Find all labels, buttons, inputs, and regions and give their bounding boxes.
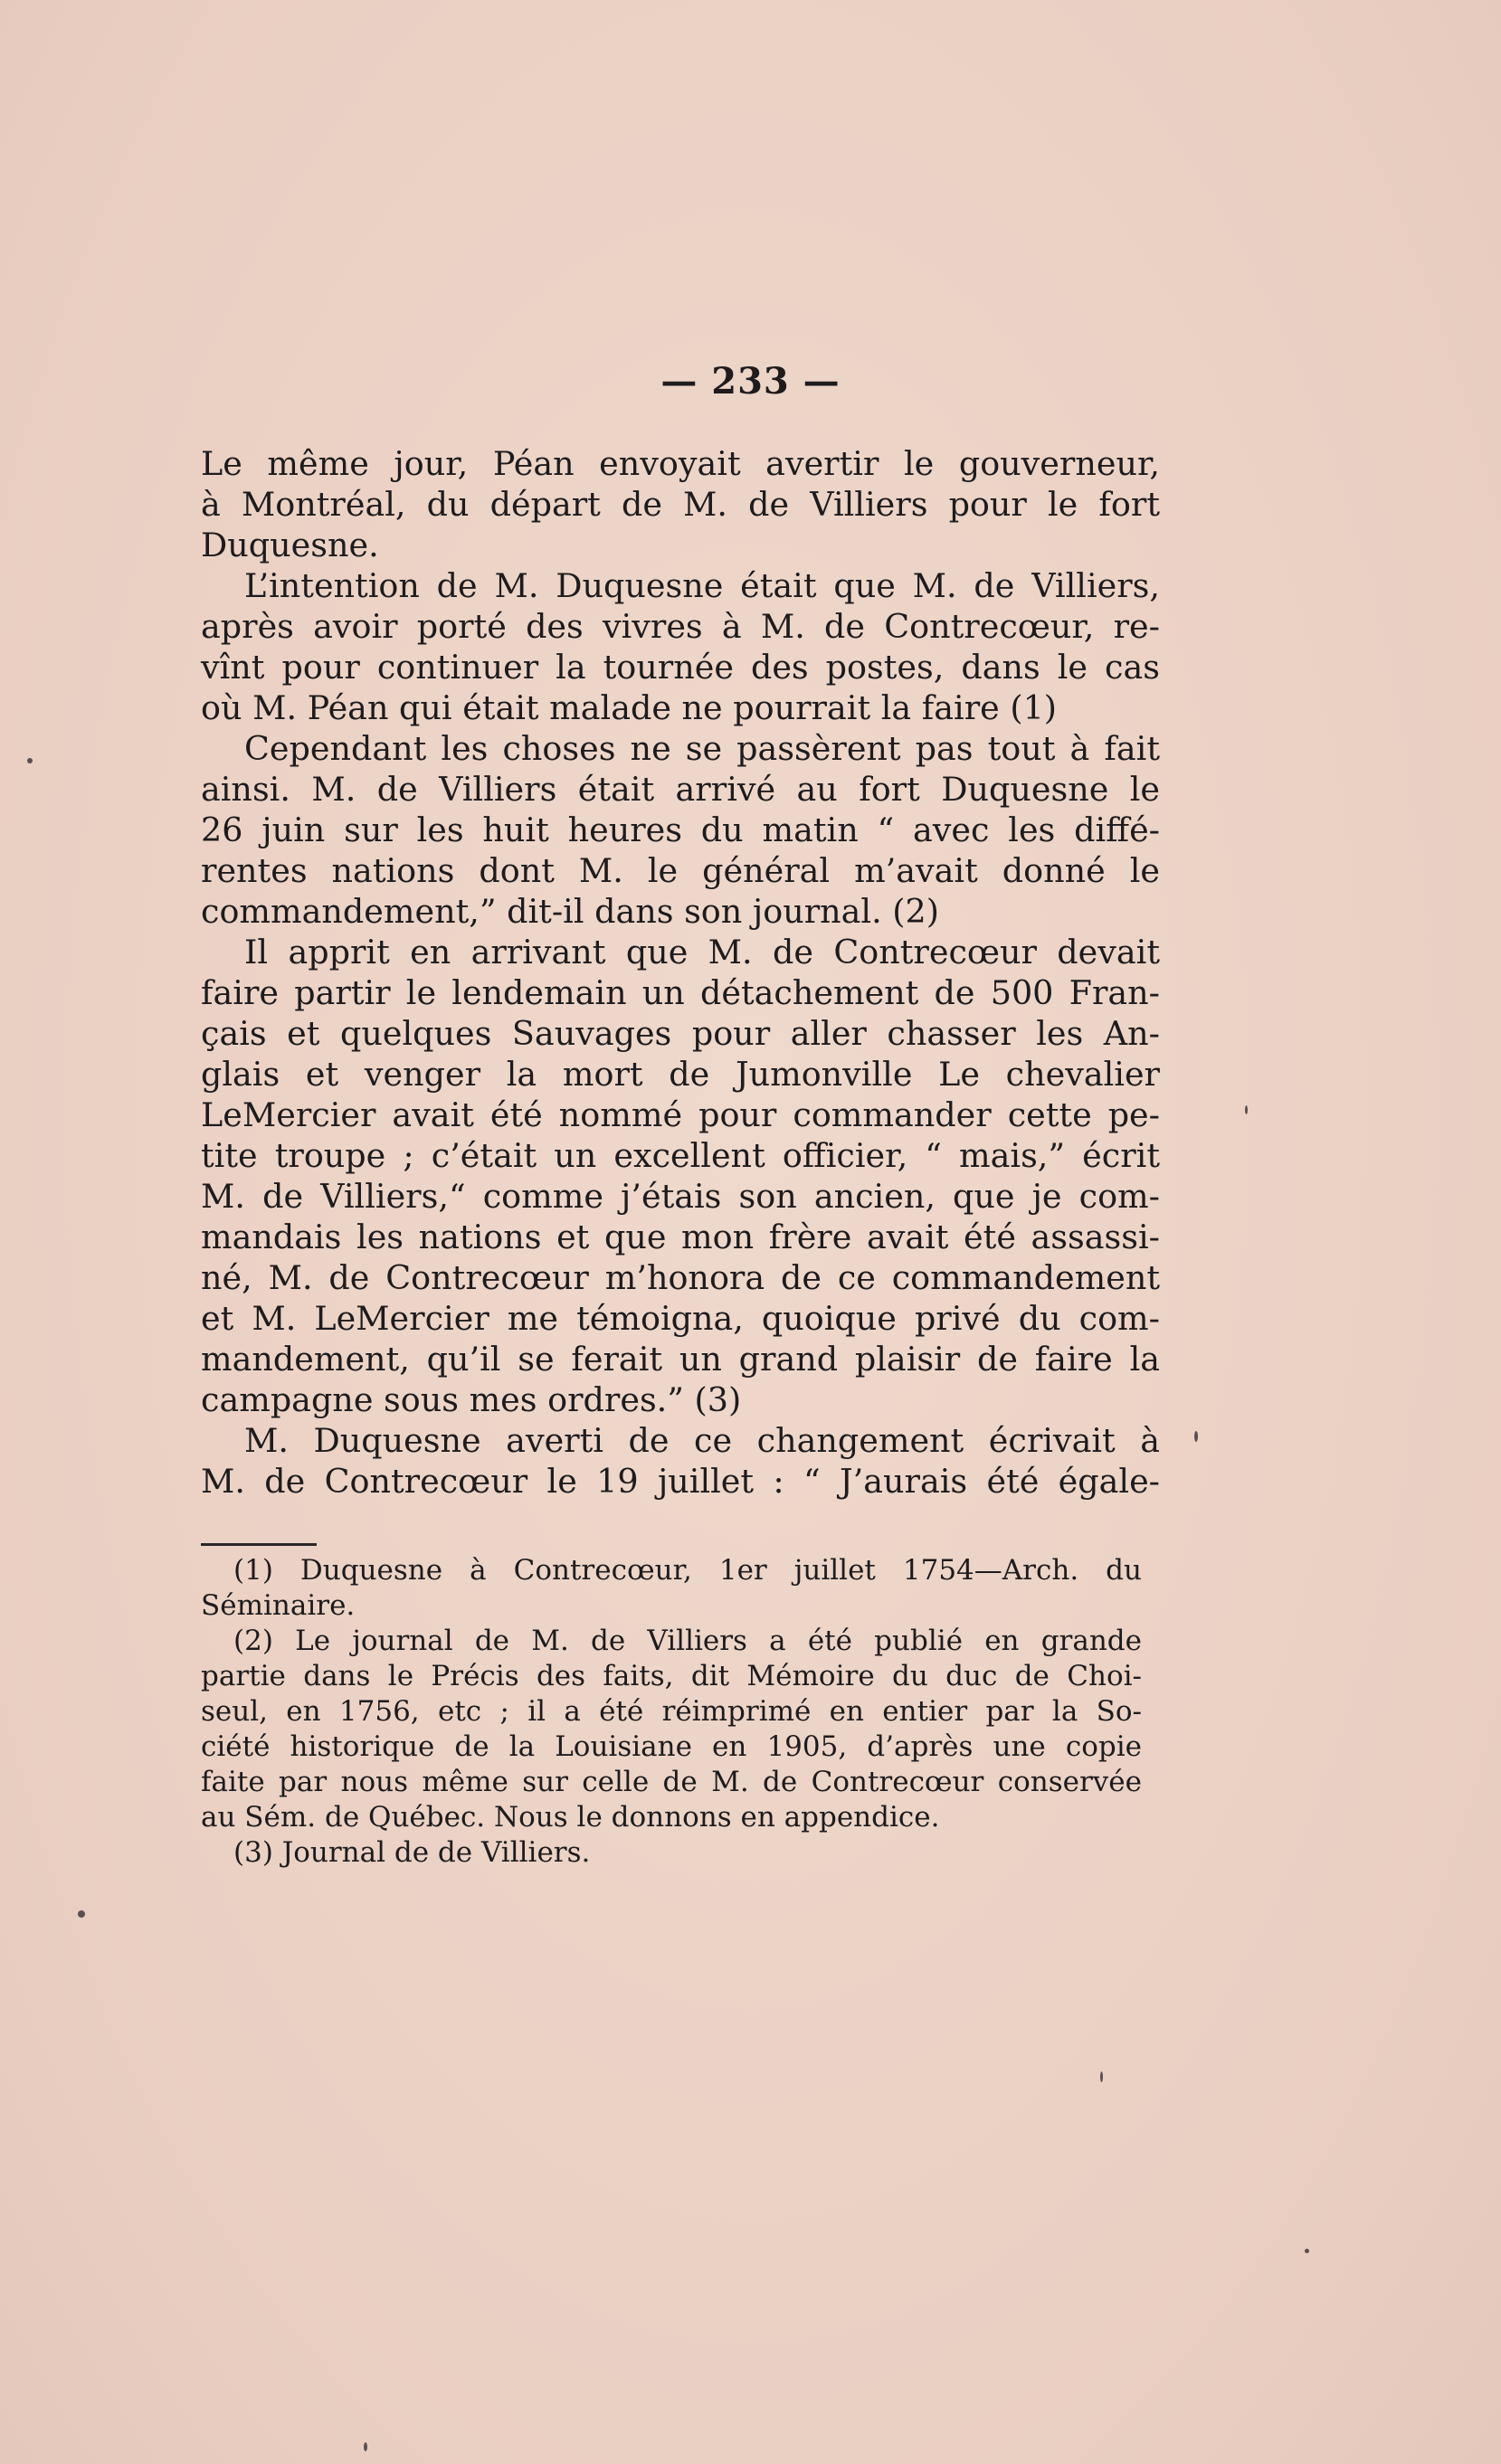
body-line: M. de Villiers,“ comme j’étais son ancien, que je com- xyxy=(201,1177,1160,1216)
body-line: campagne sous mes ordres.” (3) xyxy=(201,1380,742,1419)
body-line: et M. LeMercier me témoigna, quoique privé du com- xyxy=(201,1299,1160,1338)
footnote-line: au Sém. de Québec. Nous le donnons en appendice. xyxy=(201,1801,940,1834)
paper-speck xyxy=(78,1910,85,1918)
paper-speck xyxy=(1194,1431,1198,1442)
paper-speck xyxy=(364,2442,367,2451)
body-line: né, M. de Contrecœur m’honora de ce commandement xyxy=(201,1258,1160,1297)
body-line: Duquesne. xyxy=(201,526,379,564)
footnote-line: partie dans le Précis des faits, dit Mémoire du duc de Choi- xyxy=(201,1660,1142,1692)
page-number: — 233 — xyxy=(660,360,841,403)
footnote-line: Séminaire. xyxy=(201,1589,356,1622)
footnote-line: (1) Duquesne à Contrecœur, 1er juillet 1754—Arch. du xyxy=(233,1554,1142,1587)
footnote-line: faite par nous même sur celle de M. de Contrecœur conservée xyxy=(201,1766,1142,1798)
footnote-divider xyxy=(201,1543,317,1546)
body-line: mandement, qu’il se ferait un grand plaisir de faire la xyxy=(201,1340,1160,1379)
body-line: çais et quelques Sauvages pour aller chasser les An- xyxy=(201,1014,1160,1053)
body-line: après avoir porté des vivres à M. de Contrecœur, re- xyxy=(201,607,1160,646)
body-line: vînt pour continuer la tournée des postes, dans le cas xyxy=(201,648,1160,687)
body-line: mandais les nations et que mon frère avait été assassi- xyxy=(201,1218,1160,1256)
body-line: commandement,” dit-il dans son journal. (2) xyxy=(201,892,939,931)
body-line: ainsi. M. de Villiers était arrivé au fort Duquesne le xyxy=(201,770,1160,809)
paper-speck xyxy=(27,758,33,763)
footnote-line: seul, en 1756, etc ; il a été réimprimé en entier par la So- xyxy=(201,1695,1142,1728)
body-line: rentes nations dont M. le général m’avait donné le xyxy=(201,851,1160,890)
footnotes xyxy=(201,1553,1142,1871)
body-line: 26 juin sur les huit heures du matin “ avec les diffé- xyxy=(201,810,1160,849)
paper-speck xyxy=(1245,1105,1248,1114)
body-line: L’intention de M. Duquesne était que M. de Villiers, xyxy=(244,566,1160,605)
body-line: où M. Péan qui était malade ne pourrait la faire (1) xyxy=(201,688,1058,727)
body-line: Le même jour, Péan envoyait avertir le gouverneur, xyxy=(201,444,1160,483)
footnote-line: ciété historique de la Louisiane en 1905, d’après une copie xyxy=(201,1730,1142,1763)
body-line: Il apprit en arrivant que M. de Contrecœur devait xyxy=(244,933,1160,971)
body-line: Cependant les choses ne se passèrent pas tout à fait xyxy=(244,729,1160,768)
body-line: LeMercier avait été nommé pour commander cette pe- xyxy=(201,1095,1160,1134)
body-line: M. Duquesne averti de ce changement écrivait à xyxy=(244,1421,1160,1460)
paper-speck xyxy=(1100,2071,1103,2082)
footnote-line: (3) Journal de de Villiers. xyxy=(233,1836,591,1869)
paper-speck xyxy=(1305,2249,1309,2253)
body-line: M. de Contrecœur le 19 juillet : “ J’aurais été égale- xyxy=(201,1462,1160,1501)
footnote-line: (2) Le journal de M. de Villiers a été publié en grande xyxy=(233,1625,1142,1657)
body-text xyxy=(201,443,1160,1502)
body-line: à Montréal, du départ de M. de Villiers pour le fort xyxy=(201,485,1160,524)
body-line: faire partir le lendemain un détachement de 500 Fran- xyxy=(201,973,1160,1012)
body-line: tite troupe ; c’était un excellent officier, “ mais,” écrit xyxy=(201,1136,1160,1175)
body-line: glais et venger la mort de Jumonville Le chevalier xyxy=(201,1055,1160,1094)
